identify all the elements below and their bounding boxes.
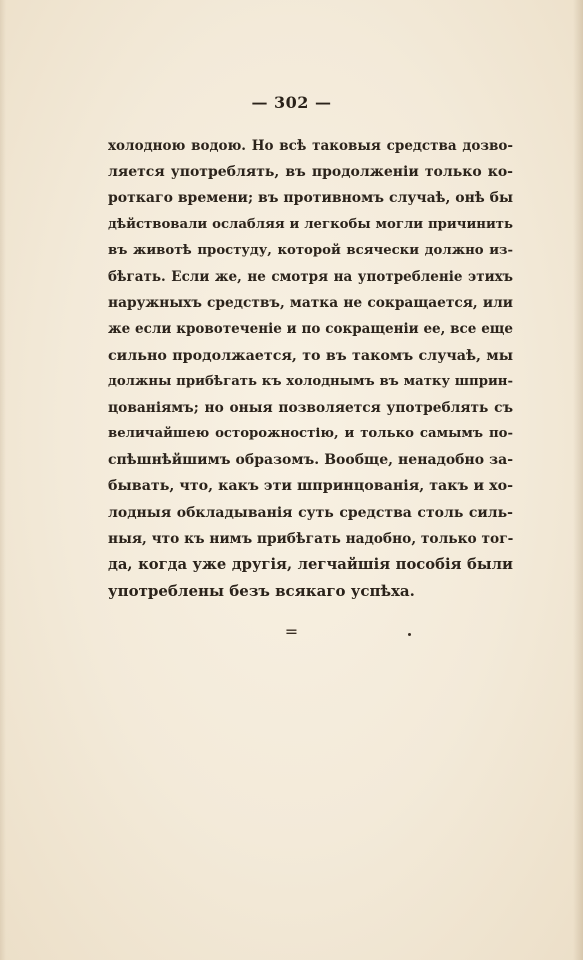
page-right-edge-shadow (573, 0, 583, 960)
page-left-edge-shadow (0, 0, 6, 960)
text-line: роткаго времени; въ противномъ случаѣ, онѣ бы (108, 190, 513, 207)
text-line: спѣшнѣйшимъ образомъ. Вообще, ненадобно за- (108, 452, 513, 469)
page-number: — 302 — (251, 93, 332, 112)
text-line: наружныхъ средствъ, матка не сокращается, или (108, 295, 513, 312)
text-line: употреблены безъ всякаго успѣха. (108, 582, 415, 601)
text-line: сильно продолжается, то въ такомъ случаѣ, мы (108, 347, 513, 364)
text-line: должны прибѣгать къ холоднымъ въ матку шприн- (108, 373, 513, 389)
text-line: лодныя обкладыванія суть средства столь силь- (108, 504, 513, 521)
section-end-ornament: = (284, 622, 299, 641)
text-line: да, когда уже другія, легчайшія пособія были (108, 556, 513, 573)
text-line: дѣйствовали ослабляя и легкобы могли причинить (108, 216, 513, 232)
text-line: холодною водою. Но всѣ таковыя средства дозво- (108, 138, 513, 154)
text-line: бывать, что, какъ эти шпринцованія, такъ и хо- (108, 478, 513, 495)
ink-speck (408, 633, 411, 636)
text-line: величайшею осторожностію, и только самымъ по- (108, 426, 513, 442)
text-line: въ животѣ простуду, которой всячески должно из- (108, 242, 513, 258)
text-line: ныя, что къ нимъ прибѣгать надобно, только тог- (108, 530, 513, 547)
text-line: же если кровотеченіе и по сокращеніи ее, все еще (108, 321, 513, 338)
text-line: бѣгать. Если же, не смотря на употребленіе этихъ (108, 268, 513, 285)
body-text (108, 133, 513, 604)
text-line: цованіямъ; но оныя позволяется употреблять съ (108, 399, 513, 416)
text-line: ляется употреблять, въ продолженіи только ко- (108, 164, 513, 181)
